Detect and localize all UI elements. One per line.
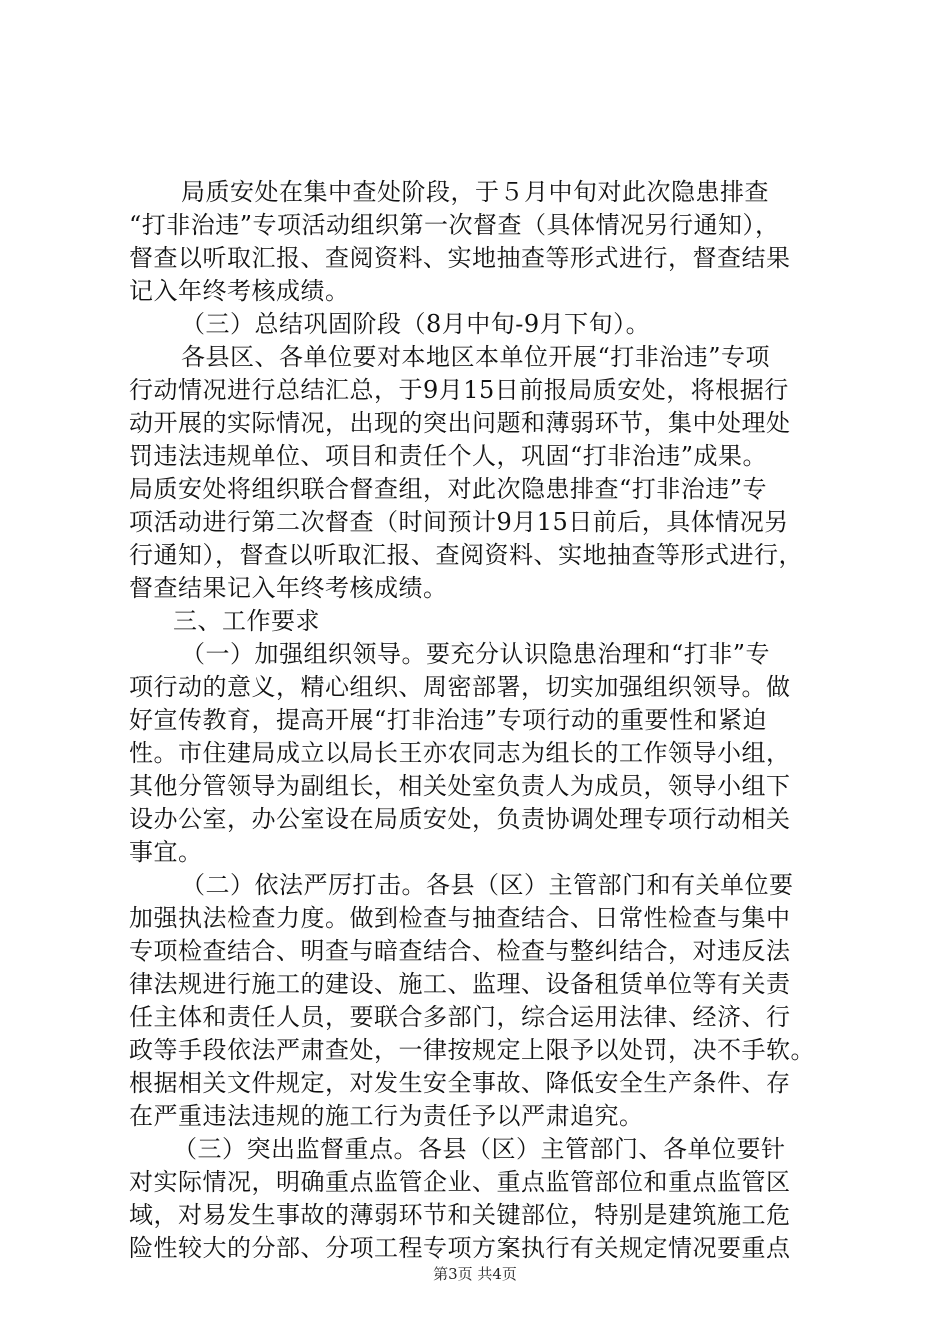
paragraph-line: 项行动的意义，精心组织、周密部署，切实加强组织领导。做 (129, 673, 791, 701)
paragraph-line: 督查结果记入年终考核成绩。 (129, 574, 448, 602)
paragraph-line: 对实际情况，明确重点监管企业、重点监管部位和重点监管区 (129, 1168, 791, 1196)
paragraph-line: 加强执法检查力度。做到检查与抽查结合、日常性检查与集中 (129, 904, 791, 932)
paragraph-line: 专项检查结合、明查与暗查结合、检查与整纠结合，对违反法 (129, 937, 791, 965)
document-body (129, 176, 849, 1265)
paragraph-line: 项活动进行第二次督查（时间预计9月15日前后，具体情况另 (129, 508, 789, 536)
paragraph-line: 好宣传教育，提高开展“打非治违”专项行动的重要性和紧迫 (129, 706, 768, 734)
paragraph-line: 事宜。 (129, 838, 203, 866)
paragraph-line: 根据相关文件规定，对发生安全事故、降低安全生产条件、存 (129, 1069, 791, 1097)
paragraph-line: 任主体和责任人员，要联合多部门，综合运用法律、经济、行 (129, 1003, 791, 1031)
paragraph-line: （二）依法严厉打击。各县（区）主管部门和有关单位要 (181, 871, 794, 899)
paragraph-line: 律法规进行施工的建设、施工、监理、设备租赁单位等有关责 (129, 970, 791, 998)
paragraph-line: 其他分管领导为副组长，相关处室负责人为成员，领导小组下 (129, 772, 791, 800)
paragraph-line: 各县区、各单位要对本地区本单位开展“打非治违”专项 (181, 343, 771, 371)
paragraph-line: 局质安处将组织联合督查组，对此次隐患排查“打非治违”专 (129, 475, 768, 503)
paragraph-line: （一）加强组织领导。要充分认识隐患治理和“打非”专 (181, 640, 771, 668)
paragraph-line: （三）突出监督重点。各县（区）主管部门、各单位要针 (173, 1135, 786, 1163)
paragraph-line: 罚违法违规单位、项目和责任个人，巩固“打非治违”成果。 (129, 442, 768, 470)
page-number-footer: 第3页 共4页 (433, 1265, 517, 1283)
paragraph-line: 局质安处在集中查处阶段，于５月中旬对此次隐患排查 (181, 178, 769, 206)
paragraph-line: “打非治违”专项活动组织第一次督查（具体情况另行通知）， (129, 211, 780, 239)
paragraph-line: 政等手段依法严肃查处，一律按规定上限予以处罚，决不手软。 (129, 1036, 815, 1064)
paragraph-line: 记入年终考核成绩。 (129, 277, 350, 305)
paragraph-line: 设办公室，办公室设在局质安处，负责协调处理专项行动相关 (129, 805, 791, 833)
paragraph-line: 性。市住建局成立以局长王亦农同志为组长的工作领导小组， (129, 739, 791, 767)
paragraph-line: 动开展的实际情况，出现的突出问题和薄弱环节，集中处理处 (129, 409, 791, 437)
paragraph-line: 在严重违法违规的施工行为责任予以严肃追究。 (129, 1102, 644, 1130)
paragraph-line: 行动情况进行总结汇总，于9月15日前报局质安处，将根据行 (129, 376, 789, 404)
section-heading: 三、工作要求 (173, 607, 320, 635)
paragraph-line: 域，对易发生事故的薄弱环节和关键部位，特别是建筑施工危 (129, 1201, 791, 1229)
section-heading: （三）总结巩固阶段（8月中旬-9月下旬）。 (181, 310, 651, 338)
paragraph-line: 行通知），督查以听取汇报、查阅资料、实地抽查等形式进行， (129, 541, 803, 569)
paragraph-line: 督查以听取汇报、查阅资料、实地抽查等形式进行，督查结果 (129, 244, 791, 272)
paragraph-line: 险性较大的分部、分项工程专项方案执行有关规定情况要重点 (129, 1234, 791, 1262)
